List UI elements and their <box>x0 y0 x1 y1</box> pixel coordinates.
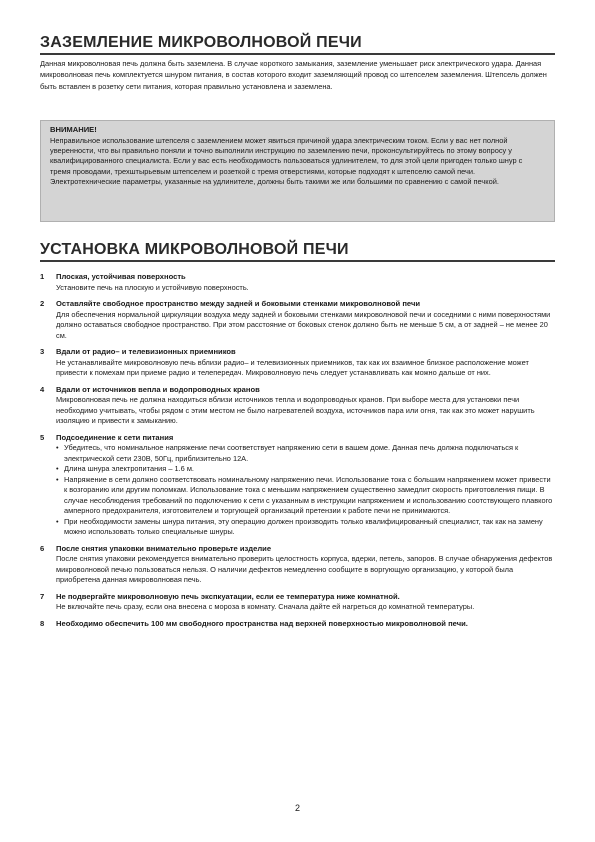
item-number: 6 <box>40 543 45 553</box>
item-text: Микроволновая печь не должна находиться вблизи источников тепла и водопроводных кранов. При выборе места для установки печи необходимо учитывать, чтобы рядом с этим местом не было нагревателей воздуха, источников пара или огня, так как это может нарушить изоляцию и привести к замыканию. <box>56 395 535 425</box>
warning-text: Неправильное использование штепселя с заземлением может явиться причиной удара электрическим током. Если у вас нет полной уверенности, что вы правильно поняли и точно выполнили инструкцию по заземлению печи, проконсультируйтесь по этому вопросу у квалифицированного специалиста. Если у вас есть необходимость пользоваться удлинителем, то для этой цели пригоден только шнур с тремя проводами, трехштырьевым штепселем и розеткой с тремя отверстиями, которые подходят к штепселю самой печи. Электротехнические параметры, указанные на удлинителе, должны быть такими же или большими по сравнению с самой печкой. <box>50 136 523 186</box>
item-text: Установите печь на плоскую и устойчивую поверхность. <box>56 282 249 292</box>
section-divider <box>40 260 555 262</box>
item-title: Не подвергайте микроволновую печь экспкуатации, если ее температура ниже комнатной. <box>56 591 400 601</box>
list-item <box>40 347 555 379</box>
warning-box <box>40 120 555 222</box>
item-title: Вдали от радио– и телевизионных приемников <box>56 347 236 356</box>
item-text: Не включайте печь сразу, если она внесена с мороза в комнату. Сначала дайте ей нагреться до комнатной температуры. <box>56 602 475 611</box>
item-title: Необходимо обеспечить 100 мм свободного пространства над верхней поверхностью микроволновой печи. <box>56 618 468 628</box>
list-item <box>40 592 555 613</box>
list-item <box>40 272 555 293</box>
bullet-item: • Убедитесь, что номинальное напряжение печи соответствует напряжению сети в вашем доме. Данная печь должна подключаться к электрической сети 230В, 50Гц, приблизительно 12А. <box>56 443 555 464</box>
list-item <box>40 433 555 538</box>
item-text: После снятия упаковки рекомендуется внимательно проверить целостность корпуса, вдерки, петель, запоров. В случае обнаружения дефектов микроволновой печью пользоваться нельзя. О наличии дефектов немедленно сообщите в воргующую организацию, у которой была приобретена данная микроволновая печь. <box>56 554 553 584</box>
item-number: 1 <box>40 272 45 281</box>
item-number: 2 <box>40 299 45 308</box>
installation-list <box>40 272 555 635</box>
grounding-intro-text: Данная микроволновая печь должна быть заземлена. В случае короткого замыкания, заземление уменьшает риск электрического удара. Данная микроволновая печь комплектуется шнуром питания, в состав которого входит заземляющий провод со штепселем заземления. Штепсель должен быть вставлен в розетку сети питания, которая правильно установлена и заземлена. <box>40 59 547 91</box>
list-item <box>40 299 555 341</box>
item-number: 4 <box>40 384 45 394</box>
item-number: 3 <box>40 347 45 356</box>
bullet-item: • При необходимости замены шнура питания, эту операцию должен производить только квалифицированный специалист, так как на замену можно использовать только специальные шнуры. <box>56 517 555 538</box>
section-divider <box>40 53 555 55</box>
item-title: Плоская, устойчивая поверхность <box>56 272 186 281</box>
item-title: Подсоединение к сети питания <box>56 432 174 442</box>
item-number: 7 <box>40 591 45 601</box>
bullet-item: • Напряжение в сети должно соответствовать номинальному напряжению печи. Использование тока с большим напряжением может привести к возгоранию или другим поломкам. Использование тока с меньшим напряжением существенно замедлит скорость приготовления пищи. В случае несоблюдения требований по подключению к сети с указанным в инструкции напряжением и использованию соотствующего плавкого амперного предохранителя, изготовителем и торгующей организаций претензии к работе печи не принимаются. <box>56 475 555 517</box>
item-number: 5 <box>40 432 45 442</box>
page-number: 2 <box>294 803 300 813</box>
list-item <box>40 544 555 586</box>
item-title: Вдали от источников вепла и водопроводных кранов <box>56 384 260 394</box>
item-text: Не устанавливайте микроволновую печь вблизи радио– и телевизионных приемников, так как их взаимное близкое расположение может привести к помехам при приеме радио и телепередач. Микроволновую печь следует устанавливать как можно дальше от них. <box>56 357 529 377</box>
list-item <box>40 385 555 427</box>
list-item <box>40 619 555 630</box>
item-number: 8 <box>40 618 45 628</box>
item-text: Для обеспечения нормальной циркуляции воздуха меду задней и боковыми стенками микроволновой печи и соседними с ними поверхностями должно оставаться свободное пространство. При этом расстояние от боковых стенок должно быть не меньше 5 см, а от задней – не менее 20 см. <box>56 309 551 340</box>
item-title: После снятия упаковки внимательно проверьте изделие <box>56 543 272 553</box>
section-title-grounding: ЗАЗЕМЛЕНИЕ МИКРОВОЛНОВОЙ ПЕЧИ <box>40 34 362 51</box>
section-title-installation: УСТАНОВКА МИКРОВОЛНОВОЙ ПЕЧИ <box>40 241 349 258</box>
item-title: Оставляйте свободное пространство между задней и боковыми стенками микроволновой печи <box>56 299 421 308</box>
bullet-list <box>56 443 555 538</box>
bullet-item: • Длина шнура электропитания – 1.6 м. <box>56 464 555 475</box>
warning-title: ВНИМАНИЕ! <box>50 125 97 134</box>
